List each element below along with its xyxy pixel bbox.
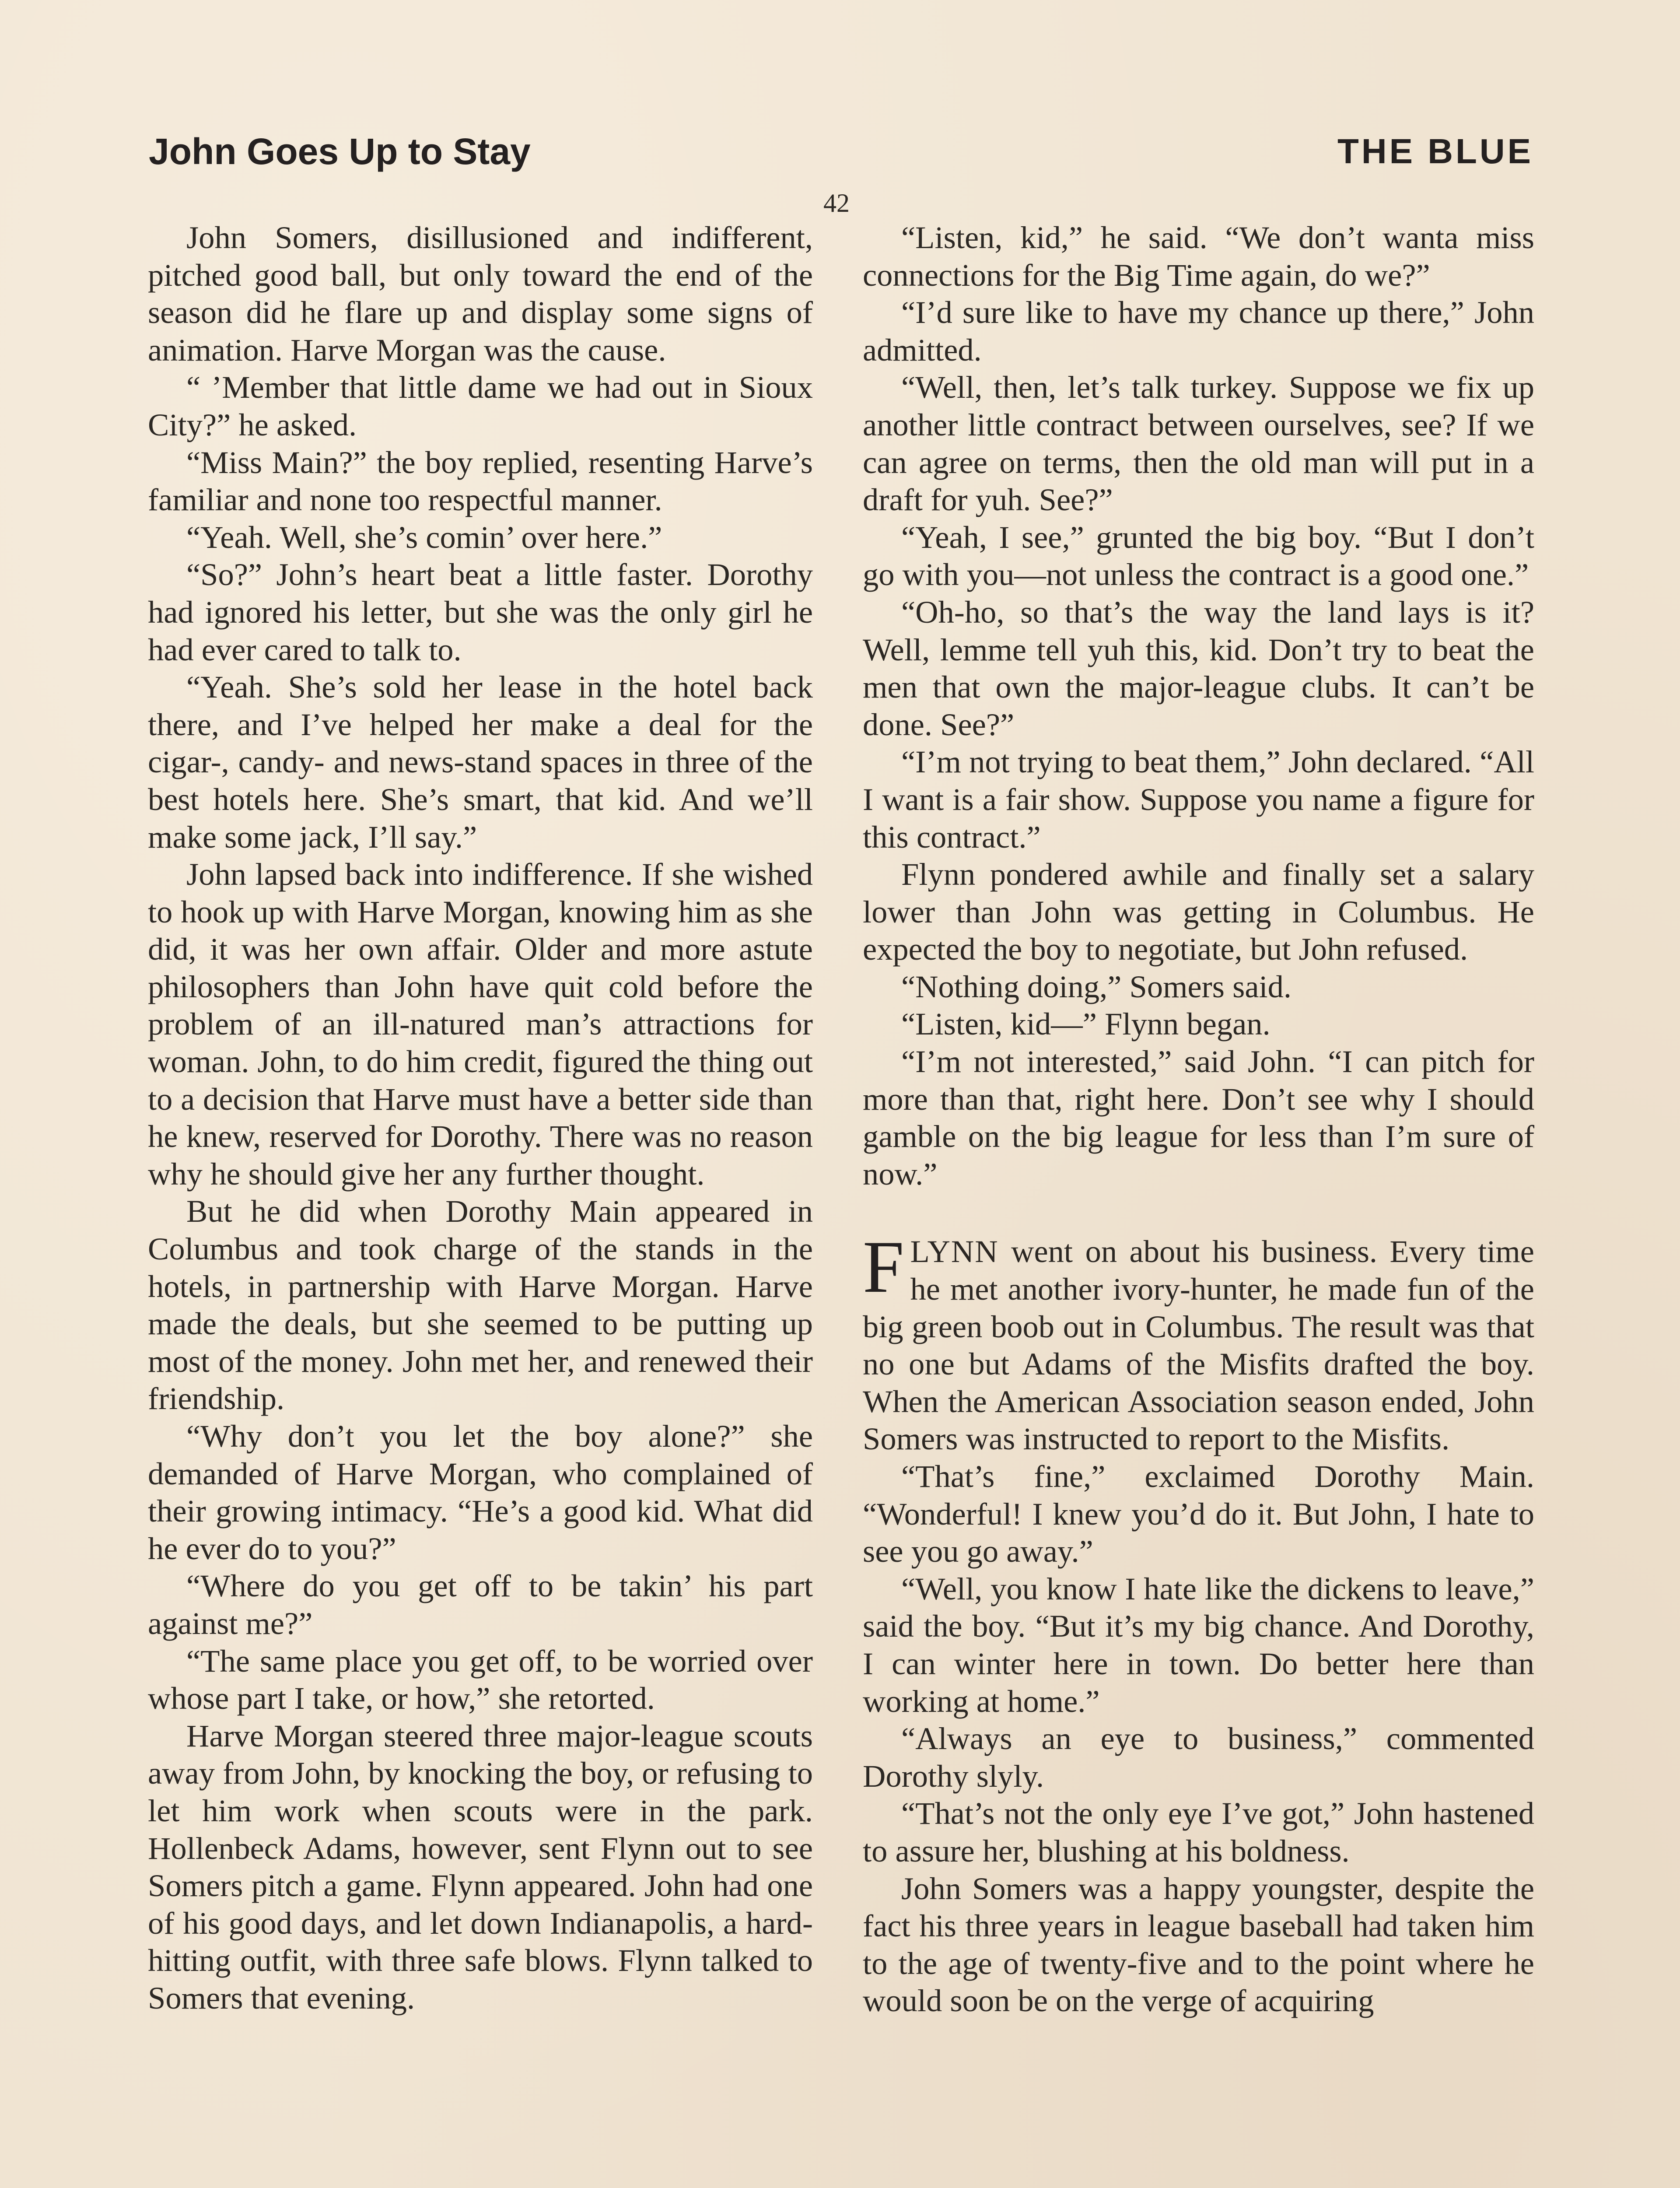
paragraph: “That’s fine,” exclaimed Dorothy Main. “Wonderful! I knew you’d do it. But John, I hate to see you go away.”: [863, 1459, 1534, 1569]
right-column: [863, 219, 1534, 2020]
paragraph: “So?” John’s heart beat a little faster. Dorothy had ignored his letter, but she was the only girl he had ever cared to talk to.: [148, 557, 813, 667]
paragraph: “Listen, kid,” he said. “We don’t wanta miss connections for the Big Time again, do we?”: [863, 220, 1534, 293]
paragraph: “Listen, kid—” Flynn began.: [901, 1006, 1270, 1042]
paragraph: “ ’Member that little dame we had out in Sioux City?” he asked.: [148, 369, 813, 442]
story-title: John Goes Up to Stay: [149, 131, 531, 172]
drop-cap: F: [863, 1226, 904, 1308]
paragraph: “Yeah. She’s sold her lease in the hotel back there, and I’ve helped her make a deal for the cigar-, candy- and news-stand spaces in three of the best hotels here. She’s smart, that kid. And we’ll make some jack, I’ll say.”: [148, 669, 813, 855]
paragraph: “Oh-ho, so that’s the way the land lays is it? Well, lemme tell yuh this, kid. Don’t try to beat the men that own the major-league clubs. It can’t be done. See?”: [863, 594, 1534, 742]
paragraph: “Why don’t you let the boy alone?” she demanded of Harve Morgan, who complained of their growing intimacy. “He’s a good kid. What did he ever do to you?”: [148, 1418, 813, 1566]
paragraph: John lapsed back into indifference. If she wished to hook up with Harve Morgan, knowing him as she did, it was her own affair. Older and more astute philosophers than John have quit cold before the problem of an ill-natured man’s attractions for woman. John, to do him credit, figured the thing out to a decision that Harve must have a better side than he knew, reserved for Dorothy. There was no reason why he should give her any further thought.: [148, 856, 813, 1192]
paragraph: “The same place you get off, to be worried over whose part I take, or how,” she retorted.: [148, 1643, 813, 1716]
paragraph: John Somers was a happy youngster, despite the fact his three years in league baseball had taken him to the age of twenty-five and to the point where he would soon be on the verge of acquiring: [863, 1870, 1534, 2019]
paragraph: “Miss Main?” the boy replied, resenting Harve’s familiar and none too respectful manner.: [148, 444, 813, 518]
section-opening-paragraph: [863, 1226, 1534, 1458]
paragraph: “I’d sure like to have my chance up there,” John admitted.: [863, 295, 1534, 368]
drop-cap-word-rest: LYNN: [910, 1234, 999, 1269]
paragraph: “That’s not the only eye I’ve got,” John hastened to assure her, blushing at his boldness.: [863, 1795, 1534, 1869]
magazine-title: THE BLUE: [1337, 132, 1533, 171]
paragraph: But he did when Dorothy Main appeared in Columbus and took charge of the stands in the hotels, in partnership with Harve Morgan. Harve made the deals, but she seemed to be putting up most of the money. John met her, and renewed their friendship.: [148, 1193, 813, 1417]
page-number: 42: [823, 189, 850, 217]
paragraph: John Somers, disillusioned and indifferent, pitched good ball, but only toward the end of the season did he flare up and display some signs of animation. Harve Morgan was the cause.: [148, 220, 813, 368]
paragraph: “Well, you know I hate like the dickens to leave,” said the boy. “But it’s my big chance. And Dorothy, I can winter here in town. Do better here than working at home.”: [863, 1571, 1534, 1719]
paragraph: “Always an eye to business,” commented Dorothy slyly.: [863, 1721, 1534, 1794]
paragraph: “Nothing doing,” Somers said.: [901, 968, 1292, 1004]
paragraph: “Yeah, I see,” grunted the big boy. “But I don’t go with you—not unless the contract is a good one.”: [863, 519, 1534, 593]
paragraph: Flynn pondered awhile and finally set a salary lower than John was getting in Columbus. He expected the boy to negotiate, but John refused.: [863, 856, 1534, 967]
paragraph: “Well, then, let’s talk turkey. Suppose we fix up another little contract between ourselves, see? If we can agree on terms, then the old man will put in a draft for yuh. See?”: [863, 369, 1534, 518]
paragraph: Harve Morgan steered three major-league scouts away from John, by knocking the boy, or refusing to let him work when scouts were in the park. Hollenbeck Adams, however, sent Flynn out to see Somers pitch a game. Flynn appeared. John had one of his good days, and let down Indianapolis, a hard-hitting outfit, with three safe blows. Flynn talked to Somers that evening.: [148, 1718, 813, 2016]
paragraph: “I’m not trying to beat them,” John declared. “All I want is a fair show. Suppose you name a figure for this contract.”: [863, 744, 1534, 855]
section-opening-text: went on about his business. Every time he met another ivory-hunter, he made fun of the big green boob out in Columbus. The result was that no one but Adams of the Misfits drafted the boy. When the American Association season ended, John Somers was instructed to report to the Misfits.: [863, 1234, 1534, 1457]
paragraph: “Yeah. Well, she’s comin’ over here.”: [186, 519, 662, 555]
left-column: [148, 219, 813, 2017]
paragraph: “Where do you get off to be takin’ his part against me?”: [148, 1568, 813, 1641]
paragraph: “I’m not interested,” said John. “I can pitch for more than that, right here. Don’t see why I should gamble on the big league for less than I’m sure of now.”: [863, 1044, 1534, 1192]
